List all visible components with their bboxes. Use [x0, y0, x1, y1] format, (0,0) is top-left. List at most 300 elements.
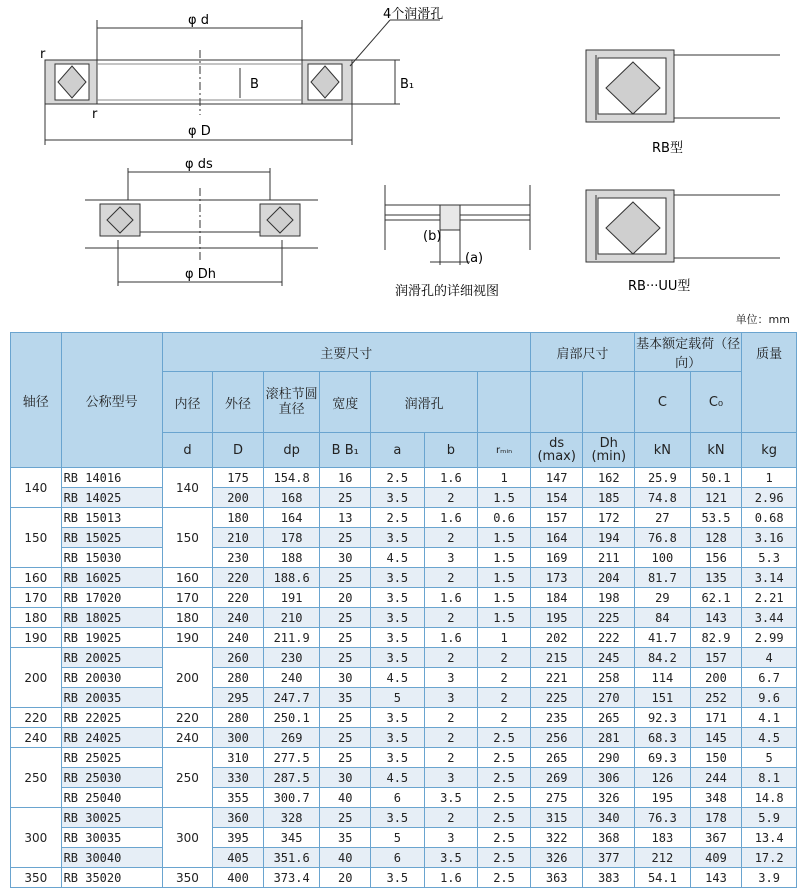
r-min-cell: 1.5 [478, 608, 531, 628]
width-cell: 25 [320, 568, 371, 588]
outer-diameter-cell: 175 [213, 468, 264, 488]
width-cell: 25 [320, 648, 371, 668]
header-unit-C: kN [635, 433, 691, 468]
dim-D-label: φ D [188, 124, 211, 139]
lube-b-cell: 2 [424, 708, 478, 728]
dh-cell: 245 [583, 648, 635, 668]
mass-cell: 5 [742, 748, 797, 768]
ds-cell: 169 [530, 548, 583, 568]
inner-diameter-cell: 220 [162, 708, 213, 728]
header-sym-B: B B₁ [320, 433, 371, 468]
lube-b-cell: 2 [424, 488, 478, 508]
header-sym-ds: ds (max) [530, 433, 583, 468]
mass-cell: 4.1 [742, 708, 797, 728]
width-cell: 20 [320, 588, 371, 608]
r-min-cell: 2.5 [478, 768, 531, 788]
inner-diameter-cell: 250 [162, 748, 213, 808]
load-c-cell: 100 [635, 548, 691, 568]
header-inner: 内径 [162, 372, 213, 433]
mass-cell: 0.68 [742, 508, 797, 528]
type-rbuu-label: RB···UU型 [628, 279, 691, 294]
mass-cell: 3.44 [742, 608, 797, 628]
shaft-cell: 220 [11, 708, 62, 728]
load-c0-cell: 156 [690, 548, 742, 568]
pitch-diameter-cell: 250.1 [263, 708, 320, 728]
r-min-cell: 2 [478, 708, 531, 728]
load-c0-cell: 128 [690, 528, 742, 548]
r-min-cell: 2.5 [478, 868, 531, 888]
width-cell: 40 [320, 848, 371, 868]
outer-diameter-cell: 180 [213, 508, 264, 528]
header-mass: 质量 [742, 333, 797, 433]
lube-b-cell: 1.6 [424, 468, 478, 488]
ds-cell: 221 [530, 668, 583, 688]
lube-a-cell: 3.5 [371, 648, 425, 668]
r-min-cell: 2.5 [478, 828, 531, 848]
load-c0-cell: 178 [690, 808, 742, 828]
load-c0-cell: 409 [690, 848, 742, 868]
load-c0-cell: 143 [690, 868, 742, 888]
lube-b-cell: 2 [424, 728, 478, 748]
pitch-diameter-cell: 247.7 [263, 688, 320, 708]
dh-cell: 368 [583, 828, 635, 848]
ds-cell: 164 [530, 528, 583, 548]
table-row [11, 628, 797, 648]
table-row [11, 488, 797, 508]
load-c0-cell: 135 [690, 568, 742, 588]
shaft-cell: 180 [11, 608, 62, 628]
width-cell: 25 [320, 808, 371, 828]
width-cell: 30 [320, 548, 371, 568]
ds-cell: 269 [530, 768, 583, 788]
load-c-cell: 76.3 [635, 808, 691, 828]
table-row [11, 788, 797, 808]
header-C: C [635, 372, 691, 433]
table-row [11, 588, 797, 608]
mass-cell: 3.9 [742, 868, 797, 888]
dim-r-top-label: r [40, 47, 46, 62]
lube-a-cell: 3.5 [371, 568, 425, 588]
lube-a-cell: 6 [371, 788, 425, 808]
table-row [11, 848, 797, 868]
r-min-cell: 1 [478, 628, 531, 648]
model-cell: RB 15030 [61, 548, 162, 568]
lube-a-cell: 3.5 [371, 748, 425, 768]
lube-a-cell: 3.5 [371, 728, 425, 748]
table-row [11, 468, 797, 488]
detail-caption: 润滑孔的详细视图 [395, 284, 500, 299]
ds-cell: 202 [530, 628, 583, 648]
table-row [11, 608, 797, 628]
load-c0-cell: 145 [690, 728, 742, 748]
outer-diameter-cell: 400 [213, 868, 264, 888]
header-r-blank [478, 372, 531, 433]
pitch-diameter-cell: 287.5 [263, 768, 320, 788]
model-cell: RB 24025 [61, 728, 162, 748]
load-c0-cell: 82.9 [690, 628, 742, 648]
load-c-cell: 92.3 [635, 708, 691, 728]
header-sym-b: b [424, 433, 478, 468]
load-c-cell: 29 [635, 588, 691, 608]
rb-type-drawing [586, 50, 780, 122]
load-c0-cell: 157 [690, 648, 742, 668]
width-cell: 25 [320, 608, 371, 628]
dim-d-label: φ d [188, 13, 209, 28]
pitch-diameter-cell: 277.5 [263, 748, 320, 768]
header-model: 公称型号 [61, 333, 162, 468]
r-min-cell: 2 [478, 688, 531, 708]
lube-b-cell: 3 [424, 828, 478, 848]
header-sym-d: d [162, 433, 213, 468]
load-c0-cell: 171 [690, 708, 742, 728]
inner-diameter-cell: 200 [162, 648, 213, 708]
mass-cell: 5.3 [742, 548, 797, 568]
load-c-cell: 183 [635, 828, 691, 848]
header-unit-mass: kg [742, 433, 797, 468]
width-cell: 35 [320, 828, 371, 848]
header-shaft: 轴径 [11, 333, 62, 468]
model-cell: RB 22025 [61, 708, 162, 728]
table-row [11, 528, 797, 548]
mass-cell: 2.21 [742, 588, 797, 608]
lube-b-cell: 3.5 [424, 848, 478, 868]
dh-cell: 265 [583, 708, 635, 728]
ds-cell: 147 [530, 468, 583, 488]
lube-a-cell: 4.5 [371, 668, 425, 688]
load-c0-cell: 143 [690, 608, 742, 628]
ds-cell: 215 [530, 648, 583, 668]
load-c0-cell: 244 [690, 768, 742, 788]
mass-cell: 1 [742, 468, 797, 488]
lube-a-cell: 3.5 [371, 708, 425, 728]
load-c-cell: 76.8 [635, 528, 691, 548]
r-min-cell: 2.5 [478, 788, 531, 808]
spec-table [10, 332, 797, 888]
header-width: 宽度 [320, 372, 371, 433]
model-cell: RB 20025 [61, 648, 162, 668]
dim-r-bottom-label: r [92, 107, 98, 122]
header-dh-blank [583, 372, 635, 433]
outer-diameter-cell: 395 [213, 828, 264, 848]
r-min-cell: 1 [478, 468, 531, 488]
r-min-cell: 2.5 [478, 848, 531, 868]
lube-b-cell: 3 [424, 668, 478, 688]
model-cell: RB 18025 [61, 608, 162, 628]
unit-label: 单位：mm [735, 313, 790, 326]
outer-diameter-cell: 280 [213, 668, 264, 688]
lube-a-cell: 5 [371, 828, 425, 848]
r-min-cell: 1.5 [478, 588, 531, 608]
pitch-diameter-cell: 154.8 [263, 468, 320, 488]
mass-cell: 2.99 [742, 628, 797, 648]
shaft-cell: 200 [11, 648, 62, 708]
outer-diameter-cell: 220 [213, 588, 264, 608]
pitch-diameter-cell: 164 [263, 508, 320, 528]
pitch-diameter-cell: 188.6 [263, 568, 320, 588]
rbuu-type-drawing [586, 190, 780, 262]
table-row [11, 648, 797, 668]
lube-b-cell: 1.6 [424, 868, 478, 888]
shaft-cell: 160 [11, 568, 62, 588]
ds-cell: 315 [530, 808, 583, 828]
table-row [11, 548, 797, 568]
dh-cell: 172 [583, 508, 635, 528]
dim-ds-label: φ ds [185, 157, 213, 172]
mass-cell: 14.8 [742, 788, 797, 808]
lube-b-cell: 2 [424, 748, 478, 768]
lube-b-cell: 1.6 [424, 628, 478, 648]
width-cell: 35 [320, 688, 371, 708]
mass-cell: 2.96 [742, 488, 797, 508]
outer-diameter-cell: 355 [213, 788, 264, 808]
load-c0-cell: 367 [690, 828, 742, 848]
dh-cell: 225 [583, 608, 635, 628]
type-rb-label: RB型 [652, 141, 683, 156]
dh-cell: 326 [583, 788, 635, 808]
width-cell: 25 [320, 528, 371, 548]
mass-cell: 3.16 [742, 528, 797, 548]
inner-diameter-cell: 180 [162, 608, 213, 628]
ds-cell: 173 [530, 568, 583, 588]
header-load: 基本额定载荷（径向） [635, 333, 742, 372]
ds-cell: 154 [530, 488, 583, 508]
dh-cell: 281 [583, 728, 635, 748]
outer-diameter-cell: 280 [213, 708, 264, 728]
header-shoulder: 肩部尺寸 [530, 333, 634, 372]
lube-a-cell: 3.5 [371, 528, 425, 548]
ds-cell: 184 [530, 588, 583, 608]
table-row [11, 808, 797, 828]
model-cell: RB 17020 [61, 588, 162, 608]
dim-B1-label: B₁ [400, 77, 415, 92]
model-cell: RB 14016 [61, 468, 162, 488]
model-cell: RB 15013 [61, 508, 162, 528]
r-min-cell: 1.5 [478, 488, 531, 508]
pitch-diameter-cell: 230 [263, 648, 320, 668]
pitch-diameter-cell: 210 [263, 608, 320, 628]
outer-diameter-cell: 220 [213, 568, 264, 588]
dh-cell: 340 [583, 808, 635, 828]
lube-b-cell: 2 [424, 648, 478, 668]
pitch-diameter-cell: 300.7 [263, 788, 320, 808]
shaft-cell: 240 [11, 728, 62, 748]
load-c-cell: 126 [635, 768, 691, 788]
load-c0-cell: 62.1 [690, 588, 742, 608]
outer-diameter-cell: 200 [213, 488, 264, 508]
dh-cell: 198 [583, 588, 635, 608]
outer-diameter-cell: 240 [213, 628, 264, 648]
outer-diameter-cell: 360 [213, 808, 264, 828]
r-min-cell: 1.5 [478, 528, 531, 548]
load-c0-cell: 50.1 [690, 468, 742, 488]
pitch-diameter-cell: 211.9 [263, 628, 320, 648]
shaft-cell: 170 [11, 588, 62, 608]
inner-diameter-cell: 160 [162, 568, 213, 588]
table-row [11, 868, 797, 888]
dh-cell: 258 [583, 668, 635, 688]
model-cell: RB 30025 [61, 808, 162, 828]
load-c-cell: 84.2 [635, 648, 691, 668]
load-c-cell: 81.7 [635, 568, 691, 588]
load-c-cell: 212 [635, 848, 691, 868]
r-min-cell: 2.5 [478, 728, 531, 748]
load-c-cell: 195 [635, 788, 691, 808]
ds-cell: 275 [530, 788, 583, 808]
header-main-dims: 主要尺寸 [162, 333, 530, 372]
inner-diameter-cell: 350 [162, 868, 213, 888]
mass-cell: 3.14 [742, 568, 797, 588]
width-cell: 40 [320, 788, 371, 808]
detail-a-label: (a) [465, 251, 484, 266]
load-c0-cell: 121 [690, 488, 742, 508]
r-min-cell: 1.5 [478, 568, 531, 588]
model-cell: RB 20030 [61, 668, 162, 688]
width-cell: 30 [320, 668, 371, 688]
model-cell: RB 30035 [61, 828, 162, 848]
bearing-drawings [0, 0, 800, 310]
inner-diameter-cell: 240 [162, 728, 213, 748]
header-ds-blank [530, 372, 583, 433]
header-outer: 外径 [213, 372, 264, 433]
lube-a-cell: 3.5 [371, 808, 425, 828]
lube-b-cell: 3 [424, 548, 478, 568]
r-min-cell: 2.5 [478, 808, 531, 828]
pitch-diameter-cell: 373.4 [263, 868, 320, 888]
width-cell: 25 [320, 748, 371, 768]
ds-cell: 157 [530, 508, 583, 528]
dh-cell: 222 [583, 628, 635, 648]
width-cell: 16 [320, 468, 371, 488]
header-lube: 润滑孔 [371, 372, 478, 433]
model-cell: RB 14025 [61, 488, 162, 508]
dh-cell: 290 [583, 748, 635, 768]
lube-b-cell: 1.6 [424, 588, 478, 608]
load-c-cell: 114 [635, 668, 691, 688]
pitch-diameter-cell: 178 [263, 528, 320, 548]
model-cell: RB 25025 [61, 748, 162, 768]
ds-cell: 322 [530, 828, 583, 848]
table-row [11, 828, 797, 848]
table-row [11, 768, 797, 788]
r-min-cell: 2.5 [478, 748, 531, 768]
ds-cell: 235 [530, 708, 583, 728]
outer-diameter-cell: 405 [213, 848, 264, 868]
lube-a-cell: 2.5 [371, 508, 425, 528]
r-min-cell: 2 [478, 648, 531, 668]
table-row [11, 748, 797, 768]
shaft-cell: 140 [11, 468, 62, 508]
table-row [11, 728, 797, 748]
dh-cell: 270 [583, 688, 635, 708]
dh-cell: 204 [583, 568, 635, 588]
lube-a-cell: 3.5 [371, 488, 425, 508]
table-row [11, 568, 797, 588]
ds-cell: 265 [530, 748, 583, 768]
mass-cell: 9.6 [742, 688, 797, 708]
inner-diameter-cell: 300 [162, 808, 213, 868]
lube-a-cell: 3.5 [371, 588, 425, 608]
width-cell: 20 [320, 868, 371, 888]
width-cell: 25 [320, 488, 371, 508]
header-sym-a: a [371, 433, 425, 468]
pitch-diameter-cell: 188 [263, 548, 320, 568]
load-c-cell: 27 [635, 508, 691, 528]
load-c-cell: 68.3 [635, 728, 691, 748]
ds-cell: 225 [530, 688, 583, 708]
shaft-cell: 250 [11, 748, 62, 808]
inner-diameter-cell: 140 [162, 468, 213, 508]
lube-a-cell: 3.5 [371, 628, 425, 648]
mass-cell: 6.7 [742, 668, 797, 688]
load-c-cell: 69.3 [635, 748, 691, 768]
lube-b-cell: 2 [424, 608, 478, 628]
table-row [11, 668, 797, 688]
load-c-cell: 151 [635, 688, 691, 708]
model-cell: RB 20035 [61, 688, 162, 708]
outer-diameter-cell: 295 [213, 688, 264, 708]
r-min-cell: 0.6 [478, 508, 531, 528]
lube-a-cell: 2.5 [371, 468, 425, 488]
load-c-cell: 54.1 [635, 868, 691, 888]
lube-a-cell: 5 [371, 688, 425, 708]
load-c-cell: 25.9 [635, 468, 691, 488]
inner-diameter-cell: 190 [162, 628, 213, 648]
mass-cell: 8.1 [742, 768, 797, 788]
lube-b-cell: 3 [424, 768, 478, 788]
pitch-diameter-cell: 191 [263, 588, 320, 608]
dh-cell: 211 [583, 548, 635, 568]
model-cell: RB 30040 [61, 848, 162, 868]
shaft-cell: 190 [11, 628, 62, 648]
detail-b-label: (b) [423, 229, 442, 244]
header-sym-Dh: Dh (min) [583, 433, 635, 468]
ds-cell: 195 [530, 608, 583, 628]
width-cell: 30 [320, 768, 371, 788]
lube-a-cell: 3.5 [371, 868, 425, 888]
lube-holes-note: 4个润滑孔 [383, 7, 444, 22]
lube-b-cell: 3.5 [424, 788, 478, 808]
table-row [11, 508, 797, 528]
model-cell: RB 35020 [61, 868, 162, 888]
r-min-cell: 1.5 [478, 548, 531, 568]
table-body [11, 468, 797, 888]
header-pitch: 滚柱节圆直径 [263, 372, 320, 433]
lube-a-cell: 4.5 [371, 548, 425, 568]
outer-diameter-cell: 330 [213, 768, 264, 788]
lube-a-cell: 3.5 [371, 608, 425, 628]
load-c-cell: 74.8 [635, 488, 691, 508]
width-cell: 25 [320, 628, 371, 648]
outer-diameter-cell: 260 [213, 648, 264, 668]
dim-B-label: B [250, 77, 259, 92]
dh-cell: 185 [583, 488, 635, 508]
mass-cell: 13.4 [742, 828, 797, 848]
model-cell: RB 19025 [61, 628, 162, 648]
load-c-cell: 84 [635, 608, 691, 628]
lube-b-cell: 2 [424, 808, 478, 828]
dh-cell: 306 [583, 768, 635, 788]
outer-diameter-cell: 300 [213, 728, 264, 748]
table-row [11, 688, 797, 708]
outer-diameter-cell: 240 [213, 608, 264, 628]
mass-cell: 4 [742, 648, 797, 668]
dim-Dh-label: φ Dh [185, 267, 216, 282]
dh-cell: 383 [583, 868, 635, 888]
lube-b-cell: 2 [424, 528, 478, 548]
mass-cell: 5.9 [742, 808, 797, 828]
mass-cell: 17.2 [742, 848, 797, 868]
pitch-diameter-cell: 168 [263, 488, 320, 508]
